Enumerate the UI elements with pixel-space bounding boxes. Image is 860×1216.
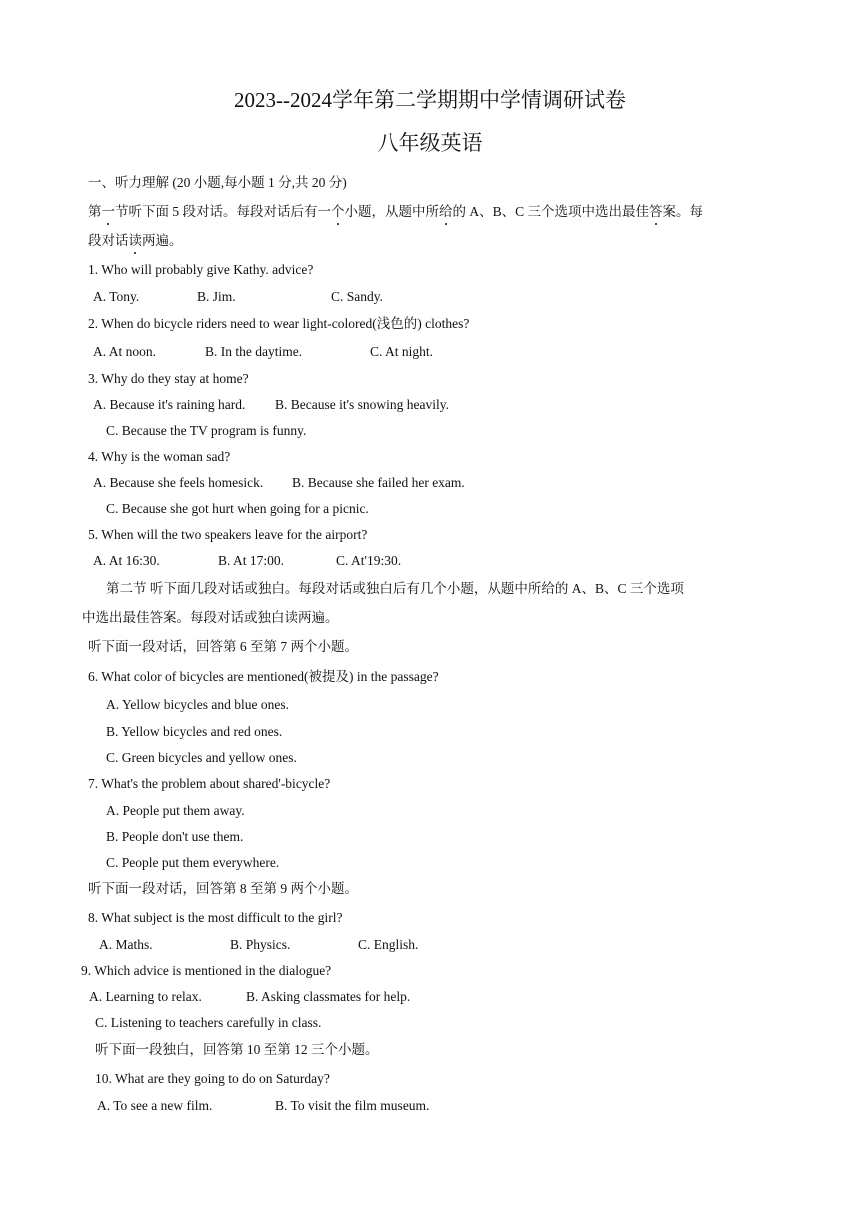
q8-option-a: A. Maths. <box>99 937 153 952</box>
question-5: 5. When will the two speakers leave for the airport? <box>88 527 368 542</box>
q7-option-c: C. People put them everywhere. <box>106 855 280 870</box>
q3-option-a: A. Because it's raining hard. <box>93 397 246 412</box>
q2-option-b: B. In the daytime. <box>205 344 303 359</box>
question-8: 8. What subject is the most difficult to the girl? <box>88 910 343 925</box>
q5-option-b: B. At 17:00. <box>218 553 285 568</box>
part1-instructions: 第一节听下面 5 段对话。每段对话后有一个小题，从题中所给的 A、B、C 三个选项中选出最佳答案。每 <box>88 204 704 219</box>
q4-option-a: A. Because she feels homesick. <box>93 475 264 490</box>
q3-option-b: B. Because it's snowing heavily. <box>275 397 450 412</box>
dialog-intro-8-9: 听下面一段对话，回答第 8 至第 9 两个小题。 <box>88 881 358 896</box>
question-7: 7. What's the problem about shared'-bicycle? <box>88 776 331 791</box>
part1-instructions-cont: 段对话读两遍。 <box>88 233 183 248</box>
q1-option-b: B. Jim. <box>197 289 236 304</box>
question-2: 2. When do bicycle riders need to wear light-colored(浅色的) clothes? <box>88 316 470 331</box>
q1-option-a: A. Tony. <box>93 289 140 304</box>
q3-option-c: C. Because the TV program is funny. <box>106 423 307 438</box>
q6-option-c: C. Green bicycles and yellow ones. <box>106 750 297 765</box>
question-4: 4. Why is the woman sad? <box>88 449 231 464</box>
q1-option-c: C. Sandy. <box>331 289 384 304</box>
monologue-intro-10-12: 听下面一段独白，回答第 10 至第 12 三个小题。 <box>95 1042 379 1057</box>
q4-option-b: B. Because she failed her exam. <box>292 475 465 490</box>
q8-option-b: B. Physics. <box>230 937 291 952</box>
section-heading: 一、听力理解 (20 小题,每小题 1 分,共 20 分) <box>88 175 347 190</box>
question-9: 9. Which advice is mentioned in the dialogue? <box>81 963 332 978</box>
part2-instructions: 第二节 听下面几段对话或独白。每段对话或独白后有几个小题，从题中所给的 A、B、C 三个选项 <box>106 581 684 596</box>
q10-option-b: B. To visit the film museum. <box>275 1098 430 1113</box>
part2-instructions-cont: 中选出最佳答案。每段对话或独白读两遍。 <box>82 610 339 625</box>
q7-option-a: A. People put them away. <box>106 803 245 818</box>
q9-option-a: A. Learning to relax. <box>89 989 202 1004</box>
q5-option-c: C. At'19:30. <box>336 553 402 568</box>
q10-option-a: A. To see a new film. <box>97 1098 213 1113</box>
q9-option-c: C. Listening to teachers carefully in class. <box>95 1015 322 1030</box>
q6-option-a: A. Yellow bicycles and blue ones. <box>106 697 289 712</box>
question-10: 10. What are they going to do on Saturday? <box>95 1071 330 1086</box>
q4-option-c: C. Because she got hurt when going for a picnic. <box>106 501 369 516</box>
q6-option-b: B. Yellow bicycles and red ones. <box>106 724 283 739</box>
q9-option-b: B. Asking classmates for help. <box>246 989 411 1004</box>
q5-option-a: A. At 16:30. <box>93 553 160 568</box>
q2-option-a: A. At noon. <box>93 344 157 359</box>
question-6: 6. What color of bicycles are mentioned(被提及) in the passage? <box>88 669 439 684</box>
q2-option-c: C. At night. <box>370 344 434 359</box>
exam-subtitle: 八年级英语 <box>377 131 483 155</box>
question-3: 3. Why do they stay at home? <box>88 371 249 386</box>
question-1: 1. Who will probably give Kathy. advice? <box>88 262 314 277</box>
exam-title: 2023--2024学年第二学期期中学情调研试卷 <box>234 88 626 112</box>
q8-option-c: C. English. <box>358 937 419 952</box>
q7-option-b: B. People don't use them. <box>106 829 244 844</box>
dialog-intro-6-7: 听下面一段对话，回答第 6 至第 7 两个小题。 <box>88 639 358 654</box>
